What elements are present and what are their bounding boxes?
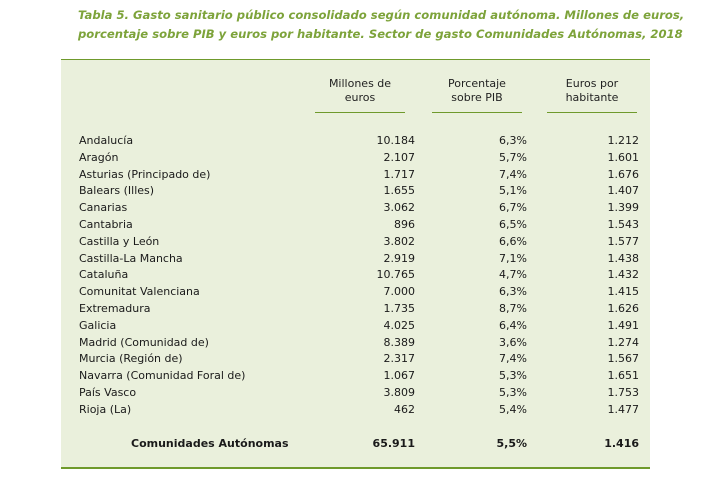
row-habitante: 1.477 [607, 402, 639, 416]
total-row [79, 436, 639, 452]
table-row [79, 251, 639, 267]
row-pib: 5,3% [499, 369, 527, 383]
row-name: Castilla y León [79, 234, 160, 248]
row-habitante: 1.491 [607, 318, 639, 332]
row-pib: 5,4% [499, 402, 527, 416]
table-row [79, 318, 639, 334]
table-row [79, 385, 639, 401]
caption-line-2: porcentaje sobre PIB y euros por habitante. Sector de gasto Comunidades Autónomas, 2018 [78, 27, 683, 41]
row-habitante: 1.626 [607, 302, 639, 315]
row-habitante: 1.577 [607, 234, 639, 248]
total-pib: 5,5% [496, 437, 527, 450]
table-caption [78, 6, 698, 44]
row-habitante: 1.567 [607, 352, 639, 366]
row-pib: 3,6% [499, 335, 527, 349]
row-pib: 8,7% [499, 302, 527, 315]
row-name: Navarra (Comunidad Foral de) [79, 369, 246, 383]
row-pib: 6,7% [499, 201, 527, 215]
row-millones: 3.802 [383, 234, 415, 248]
row-habitante: 1.399 [607, 201, 639, 215]
row-name: Murcia (Región de) [79, 352, 183, 366]
row-pib: 6,3% [499, 285, 527, 299]
row-name: País Vasco [79, 386, 137, 399]
table-row [79, 402, 639, 418]
row-name: Cantabria [79, 218, 133, 231]
row-millones: 1.067 [383, 369, 415, 383]
row-millones: 1.655 [383, 184, 415, 198]
row-pib: 5,1% [499, 184, 527, 198]
row-pib: 7,4% [499, 352, 527, 366]
table-row [79, 217, 639, 233]
row-pib: 7,1% [499, 251, 527, 265]
row-name: Asturias (Principado de) [79, 167, 211, 181]
row-millones: 896 [394, 218, 415, 231]
table-row [79, 335, 639, 351]
row-pib: 6,3% [499, 134, 527, 147]
row-name: Andalucía [79, 134, 134, 147]
table-row [79, 200, 639, 216]
row-habitante: 1.601 [607, 150, 639, 164]
row-habitante: 1.753 [607, 386, 639, 399]
row-habitante: 1.438 [607, 251, 639, 265]
row-millones: 1.717 [383, 167, 415, 181]
row-millones: 3.062 [383, 201, 415, 215]
table-row [79, 183, 639, 199]
row-name: Comunitat Valenciana [79, 285, 200, 299]
row-name: Cataluña [79, 268, 129, 282]
row-habitante: 1.651 [607, 369, 639, 383]
row-millones: 462 [394, 402, 415, 416]
table-row [79, 234, 639, 250]
caption-line-1: Tabla 5. Gasto sanitario público consolidado según comunidad autónoma. Millones de euros, [78, 8, 685, 22]
row-name: Madrid (Comunidad de) [79, 335, 209, 349]
row-habitante: 1.212 [607, 134, 639, 147]
row-pib: 5,3% [499, 386, 527, 399]
table-row [79, 267, 639, 283]
row-habitante: 1.415 [607, 285, 639, 299]
row-millones: 4.025 [383, 318, 415, 332]
table-row [79, 368, 639, 384]
table-row [79, 167, 639, 183]
row-millones: 2.317 [383, 352, 415, 366]
row-millones: 2.919 [383, 251, 415, 265]
row-millones: 10.765 [376, 268, 415, 282]
table-row [79, 150, 639, 166]
row-pib: 5,7% [499, 150, 527, 164]
row-pib: 7,4% [499, 167, 527, 181]
row-habitante: 1.407 [607, 184, 639, 198]
column-header-pib: Porcentaje sobre PIB [432, 77, 522, 113]
row-habitante: 1.432 [607, 268, 639, 282]
table-row [79, 133, 639, 149]
row-millones: 7.000 [383, 285, 415, 299]
table-row [79, 301, 639, 317]
column-header-millones: Millones de euros [315, 77, 405, 113]
row-pib: 6,6% [499, 234, 527, 248]
row-millones: 1.735 [383, 302, 415, 315]
data-table [61, 59, 650, 469]
table-row [79, 351, 639, 367]
total-millones: 65.911 [372, 437, 415, 450]
table-row [79, 284, 639, 300]
row-pib: 4,7% [499, 268, 527, 282]
row-millones: 2.107 [383, 150, 415, 164]
row-name: Aragón [79, 150, 119, 164]
row-millones: 8.389 [383, 335, 415, 349]
total-name: Comunidades Autónomas [131, 437, 289, 450]
row-name: Canarias [79, 201, 128, 215]
column-header-habitante: Euros por habitante [547, 77, 637, 113]
row-pib: 6,5% [499, 218, 527, 231]
row-habitante: 1.676 [607, 167, 639, 181]
row-pib: 6,4% [499, 318, 527, 332]
row-name: Extremadura [79, 302, 151, 315]
row-name: Castilla-La Mancha [79, 251, 183, 265]
row-habitante: 1.543 [607, 218, 639, 231]
row-name: Rioja (La) [79, 402, 132, 416]
total-habitante: 1.416 [604, 437, 639, 450]
row-name: Galicia [79, 318, 117, 332]
row-name: Balears (Illes) [79, 184, 155, 198]
row-millones: 3.809 [383, 386, 415, 399]
row-habitante: 1.274 [607, 335, 639, 349]
row-millones: 10.184 [376, 134, 415, 147]
